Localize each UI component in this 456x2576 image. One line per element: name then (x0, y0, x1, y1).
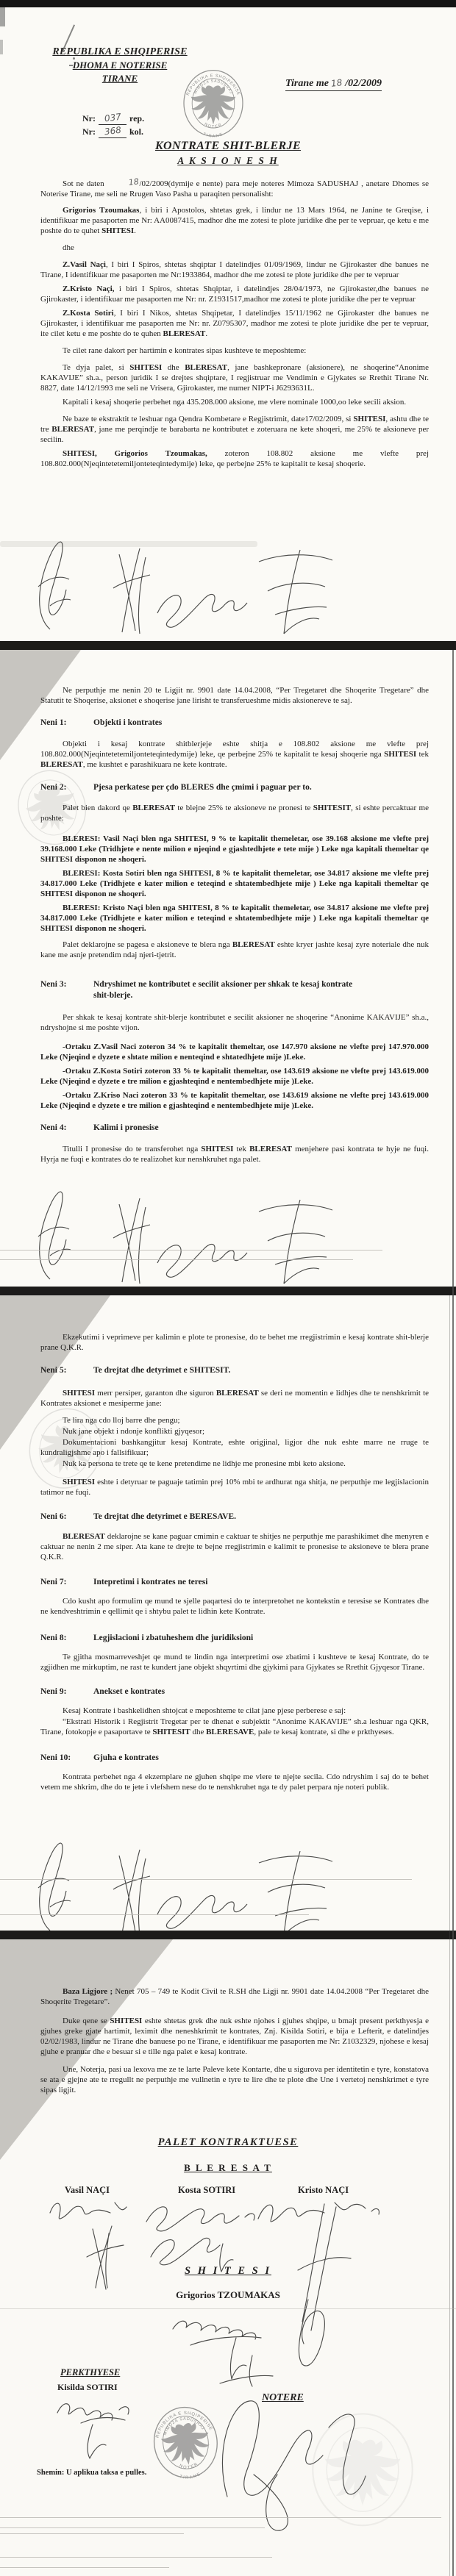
paragraph-translator: Duke qene se SHITESI eshte shtetas grek dhe nuk eshte njohes i gjuhes shqipe, u bmajt present perkthyesja e gjuhes greke gjate hartimit, leximit dhe neneshkrimit te kontrates, Znj. Kisilda Sotiri, e bija e Lefterit, e datelindjes 02/02/1983, lindur ne Tirane dhe banuese po ne Tirane, e identifikuar me pasaporten me Nr: Z1032329, njohese e kesaj gjuhe e pranuar dhe e besuar si e tille nga palet e kesaj kontrate. (40, 2017, 429, 2056)
stamp-noter-text: NOTER (178, 2461, 200, 2471)
article-title: Kalimi i pronesise (93, 1123, 159, 1132)
buyer-name-kosta: Kosta SOTIRI (178, 2185, 236, 2195)
scan-streak (0, 2567, 169, 2568)
paragraph-buyer-kosta: Z.Kosta Sotiri, I biri I Nikos, shtetas Shqipetar, I datelindjes 15/11/1962 ne Gjirokaster dhe banues ne Gjirokaster, i identifikuar me pasaporten me Nr: nr. Z0795307, madhor me zotesi te plote juridike dhe per te vepruar, ite cilet ketu e me poshte do te quhen BLERESAT. (40, 309, 430, 338)
nr-kol-suffix: kol. (129, 126, 144, 137)
page-3-body (40, 1332, 429, 1796)
page-4 (0, 1939, 456, 2576)
article-title: Te drejtat dhe detyrimet e BERESAVE. (93, 1512, 237, 1521)
paragraph-intro-date: Sot ne daten 18/02/2009(dymije e nente) para meje noteres Mimoza SADUSHAJ , anetare Dhomes se Noterise Tirane, me seli ne Rrugen Vaso Pasha u paraqiten personalisht: (40, 176, 429, 198)
paragraph-disputes: Te gjitha mosmarreveshjet qe mund te lindin nga interpretimi ose zbatimi i kushteve te kesaj Kontrate, do te zgjidhen me mirkuptim, ne rast te kundert jane objekt shqyrtimi dhe gjykimi para Gjykates se Rrethit Gjyqesor Tirane. (40, 1653, 429, 1672)
authority-line-1: REPUBLIKA E SHQIPERISE (52, 46, 188, 57)
stamp-city-text: TIRANE (202, 132, 225, 139)
page-separator (0, 1287, 456, 1295)
scan-edge-line (449, 1295, 450, 2576)
heading-translator: PERKTHYESE (60, 2367, 121, 2378)
margin-note: Shemin: U aplikua taksa e pulles. (37, 2469, 147, 2477)
paragraph-partner-vasil: -Ortaku Z.Vasil Naci zoteron 34 % te kapitalit themeltar, ose 147.970 aksione ne vlefte prej 147.970.000 Leke (Njeqind e dyzete e shtate milion e nenteqind e shtatedhjete mije )Leke. (40, 1042, 429, 1062)
article-title: Intepretimi i kontrates ne teresi (93, 1578, 208, 1586)
paragraph-dhe: dhe (63, 243, 74, 252)
paragraph-partner-kosta: -Ortaku Z.Kosta Sotiri zoteron 33 % te kapitalit themeltar, ose 143.619 aksione ne vlefte prej 143.619.000 Leke (Njeqind e dyzete e tre milion e gjashteqind e nentembedhjete mije )Leke. (40, 1067, 429, 1086)
article-title: Objekti i kontrates (93, 718, 163, 727)
page-1-body (40, 176, 430, 473)
paragraph-extract-annex: “Ekstrati Historik i Regjistrit Tregetar per te dhenat e subjektit “Anonime KAKAVIJE” sh.a leshuar nga QKR, Tirane, fotokopje e pasaportave te SHITESIT dhe BLERESAVE, pale te kesaj kontrate, si dhe e prkthyeses. (40, 1717, 429, 1736)
article-number: Neni 8: (40, 1634, 67, 1642)
scan-streak (0, 1914, 309, 1915)
page-separator (0, 641, 456, 650)
paragraph-guarantee: SHITESI merr persiper, garanton dhe siguron BLERESAT se deri ne momentin e lidhjes dhe te nenshkrimit te Kontrates aksionet e mesiperme jane: (40, 1389, 430, 1408)
paragraph-object: Objekti i kesaj kontrate shitblerjeje eshte shitja e 108.802 aksione me vlefte prej 108.802.000(Njeqintetetemiljonteteqintedymije) leke, qe perbejne 25% te kapitalit te kesaj shoqerie nga SHITESI tek BLERESAT, me kushtet e parashikuara ne kete kontrate. (40, 740, 429, 769)
article-title: Te drejtat dhe detyrimet e SHITESIT. (93, 1366, 231, 1375)
scan-streak (0, 2527, 265, 2528)
article-number: Neni 9: (40, 1687, 67, 1696)
article-number: Neni 6: (40, 1512, 67, 1521)
registry-numbers (82, 112, 144, 138)
paragraph-buyer-kristo: Z.Kristo Naçi, i biri I Spiros, shtetas Shqiptar, i datelindjes 28/04/1973, ne Gjirokaster,dhe banues ne Gjirokaster, i identifikuar me pasaporten me Nr: nr. Z1931517,madhor me zotesi te plote juridike dhe per te vepruar (40, 285, 429, 304)
paragraph-partner-kristo: -Ortaku Z.Kriso Naci zoteron 33 % te kapitalit themeltar, ose 143.619 aksione ne vlefte prej 143.619.000 Leke (Njeqind e dyzete e tre milion e gjashteqind e nentembedhjete mije )Leke. (40, 1091, 429, 1110)
page-2-body (40, 685, 429, 1168)
condition-item: Nuk ka persona te trete qe te kene pretendime ne lidhje me pronesine mbi keto aksione. (63, 1459, 346, 1468)
article-heading-neni-8 (40, 1633, 429, 1644)
paragraph-law-reference: Ne perputhje me nenin 20 te Ligjit nr. 9901 date 14.04.2008, “Per Tregetaret dhe Shoqerite Tregetare” dhe Statutit te Shoqerise, aksionet e shoqerise jane lirisht te transferueshme midis aksionereve te saj. (40, 686, 429, 705)
paragraph-agreement-25: Palet bien dakord qe BLERESAT te blejne 25% te aksioneve ne pronesi te SHITESIT, si eshte percaktuar me poshte: (40, 804, 429, 823)
paragraph-agreement: Te cilet rane dakort per hartimin e kontrates sipas kushteve te meposhteme: (63, 346, 307, 355)
paragraph-interpretation: Cdo kusht apo formulim qe mund te sjelle paqartesi do te interpretohet ne kontekstin e teresise se Kontrates dhe ne kendveshtrimin e qellimit qe i shtybu palet te lidhin kete Kontrate. (40, 1597, 429, 1616)
heading-notary: NOTERE (262, 2392, 304, 2403)
nr-kol-value: 368 (99, 125, 127, 138)
article-heading-neni-6 (40, 1511, 429, 1523)
authority-line-3: TIRANE (101, 73, 138, 84)
stamp-ring-text: REPUBLIKA E SHQIPERISE (155, 2411, 213, 2439)
article-title: Gjuha e kontrates (93, 1753, 159, 1762)
date-rest: /02/2009 (345, 78, 382, 89)
article-number: Neni 4: (40, 1123, 67, 1132)
seller-name: Grigorios TZOUMAKAS (176, 2289, 280, 2300)
scan-streak (0, 1250, 382, 1251)
article-title: Ndryshimet ne kontributet e secilit aksioner per shkak te kesaj kontrate shit-blerje. (93, 980, 353, 1000)
page-4-body (40, 1986, 429, 2099)
article-heading-neni-3 (40, 979, 429, 1001)
scan-streak (0, 2308, 456, 2309)
stamp-city-text: TIRANE (179, 2472, 202, 2480)
signature-group-page-1 (28, 535, 344, 642)
article-number: Neni 10: (40, 1753, 71, 1762)
paragraph-language: Kontrata perbehet nga 4 ekzemplare ne gjuhen shqipe me vlere te njejte secila. Cdo ndryshim i saj do te behet vetem me shkrim, dhe do te jete i vlefshem nese do te nenshkruhet nga te dy palet perpara nje noteri publik. (40, 1772, 429, 1792)
article-heading-neni-2 (40, 782, 429, 793)
article-heading-neni-5 (40, 1365, 429, 1376)
article-number: Neni 1: (40, 718, 67, 727)
notary-stamp (146, 2400, 227, 2491)
article-number: Neni 7: (40, 1578, 67, 1586)
condition-item: Dokumentacioni bashkangjitur kesaj Kontrate, eshte origjinal, ligjor dhe nuk eshte marre ne rruge te kundraligjshme apo i fallsifikuar; (40, 1438, 429, 1457)
paragraph-buyer-share-vasil: BLERESI: Vasil Naçi blen nga SHITESI, 9 % te kapitalit themeletar, ose 39.168 aksione me vlefte prej 39.168.000 Leke (Tridhjete e nente milion e njeqind e gjashtedhjete e tete mije ) Leke nga kapitali themeltar qe SHITESI disponon ne shoqeri. (40, 834, 429, 864)
repertory-number-row (82, 112, 144, 125)
heading-seller: S H I T E S I (185, 2265, 271, 2277)
edge-mark (0, 40, 3, 54)
scan-streak (0, 2557, 272, 2558)
article-number: Neni 5: (40, 1366, 67, 1375)
paragraph-buyer-share-kosta: BLERESI: Kosta Sotiri blen nga SHITESI, 8 % te kapitalit themeletar, ose 34.817 aksione me vlefte prej 34.817.000 Leke (Tridhjete e kater milion e teteqind e shtatembedhjete mije ) Leke nga kapitali themeltar qe SHITESI disponon ne shoqeri. (40, 869, 429, 898)
paragraph-buyer-share-kristo: BLERESI: Kristo Naçi blen nga SHITESI, 8 % te kapitalit themeletar, ose 34.817 aksione me vlefte prej 34.817.000 Leke (Tridhjete e kater milion e teteqind e shtatembedhjete mije ) Leke nga kapitali themeltar qe SHITESI disponon ne shoqeri. (40, 904, 429, 933)
paragraph-notary-attestation: Une, Noterja, pasi ua lexova me ze te larte Paleve kete Kontarte, dhe u sigurova per identitetin e tyre, konstatova se ata e gjejne ate te rregullt ne perputhje me vullnetin e tyre te lire dhe te plote dhe Une i vertetoj nenshkrimet e tyre sipas ligjit. (40, 2065, 429, 2094)
svg-text:TIRANE (202, 132, 224, 139)
page-3 (0, 1295, 456, 1931)
contract-title: KONTRATE SHIT-BLERJE (154, 140, 302, 152)
eagle-icon (325, 2440, 401, 2505)
article-title: Legjislacioni i zbatuheshem dhe juridiksioni (93, 1634, 254, 1642)
paragraph-extract: Ne baze te ekstraktit te leshuar nga Qendra Kombetare e Regjistrimit, date17/02/2009, si SHITESI, ashtu dhe te tre BLERESAT, jane me perqindje te barabarta ne kontributet e zoteruara ne kete shoqeri, me 25% te aksioneve per secilin. (40, 415, 429, 444)
nr-rep-value: 037 (99, 112, 127, 125)
scan-streak (0, 2517, 441, 2518)
article-heading-neni-4 (40, 1123, 429, 1134)
page-2 (0, 650, 456, 1287)
heading-contracting-parties: PALET KONTRAKTUESE (157, 2136, 299, 2148)
contract-subtitle: A K S I O N E S H (177, 155, 279, 166)
nr-rep-suffix: rep. (129, 113, 145, 124)
stamp-ring-text: REPUBLIKA E SHQIPERISE (185, 74, 241, 96)
paragraph-legal-basis: Baza Ligjore ; Nenet 705 – 749 te Kodit Civil te R.SH dhe Ligji nr. 9901 date 14.04.2008 “Per Tregetaret dhe Shoqerite Tregetare”. (40, 1987, 429, 2006)
paragraph-annexes: Kesaj Kontrate i bashkelidhen shtojcat e meposhteme te cilat jane pjese perberese e saj: (63, 1706, 346, 1715)
paragraph-changes: Per shkak te kesaj kontrate shit-blerje kontributet e secilit aksioner ne shoqerine “Anonime KAKAVIJE” sh.a., ndryshojne si me poshte vijon. (40, 1013, 429, 1032)
stamp-noter-text: NOTER (203, 122, 224, 130)
svg-text:TIRANE (178, 2472, 202, 2482)
nr-label: Nr: (82, 113, 96, 124)
article-number: Neni 3: (40, 980, 67, 989)
paragraph-transfer-title: Titulli I pronesise do te transferohet nga SHITESI tek BLERESAT menjehere pasi kontrata te hyje ne fuqi. Hyrja ne fuqi e kontrates do te realizohet kur nenshkruhet nga palet. (40, 1145, 429, 1164)
heading-buyers: B L E R E S A T (184, 2162, 272, 2173)
translator-name: Kisilda SOTIRI (57, 2382, 118, 2392)
article-number: Neni 2: (40, 783, 67, 792)
scan-top-bar (0, 0, 456, 7)
article-heading-neni-7 (40, 1577, 429, 1588)
page-separator (0, 1931, 456, 1939)
article-title: Anekset e kontrates (93, 1687, 165, 1696)
authority-line-2: DHOMA E NOTERISE (72, 60, 168, 71)
paragraph-payment: Palet deklarojne se pagesa e aksioneve te blera nga BLERESAT eshte kryer jashte kesaj zyre noteriale dhe nuk kane me asnje pretendim ndaj njeri-tjetrit. (40, 940, 429, 959)
scan-edge-line (452, 650, 454, 2576)
paragraph-capital: Kapitali i kesaj shoqerie perbehet nga 435.208.000 aksione, me vlere nominale 1000,oo leke secili aksion. (63, 398, 407, 407)
date-prefix: Tirane me (285, 78, 329, 89)
paragraph-company: Te dyja palet, si SHITESI dhe BLERESAT, jane bashkepronare (aksionere), ne shoqerine“Anonime KAKAVIJE” sh.a., person juridik I se drejtes shqiptare, I regjistruar me Vendimin e Gjykates se Rrethit Tirane Nr. 8827, date 14/12/1993 me seli ne Vrisera, Gjirokaster, me numer NIPT-i J6293631L. (40, 363, 429, 393)
notary-stamp (181, 68, 246, 145)
page-1 (0, 7, 456, 641)
edge-mark (0, 7, 5, 26)
date-line (285, 78, 382, 91)
scan-streak (0, 1259, 353, 1260)
stamp-name-text: MIMOZA SADUSHAJ (193, 79, 234, 96)
notary-stamp-faint (307, 2410, 418, 2537)
nr-label: Nr: (82, 126, 96, 137)
article-heading-neni-1 (40, 718, 429, 729)
scan-streak (0, 1879, 412, 1880)
paragraph-buyer-vasil: Z.Vasil Naçi, I biri I Spiros, shtetas shqiptar I datelindjes 01/09/1969, lindur ne Gjirokaster dhe banues ne Tirane, I identifikuar me pasaporten me Nr:1933864, madhor dhe me zotesi te plote juridike dhe per te vepruar (40, 260, 429, 279)
buyer-name-vasil: Vasil NAÇI (65, 2185, 110, 2195)
article-title: Pjesa perkatese per çdo BLERES dhe çmimi i paguar per to. (93, 783, 312, 792)
paragraph-tax: SHITESI eshte i detyruar te paguaje tatimin prej 10% mbi te ardhurat nga shitja, ne perputhje me legjislacionin tatimor ne fuqi. (40, 1478, 429, 1497)
paragraph-execution: Ekzekutimi i veprimeve per kalimin e plote te pronesise, do te behet me rregjistrimin e kesaj kontrate shit-blerje prane Q.K.R. (40, 1333, 429, 1352)
buyer-name-kristo: Kristo NAÇI (298, 2185, 349, 2195)
date-day-handwritten: 18 (330, 77, 343, 89)
paragraph-buyers-declare: BLERESAT deklarojne se kane paguar cmimin e caktuar te shitjes ne perputhje me parashikimet dhe menyren e caktuar ne nenin 2 me siper. Ata kane te drejte te bejne rregjistrimin e kalimit te pronesise te aksioneve te blera prane Q.K.R. (40, 1532, 429, 1561)
signature-group-page-3 (28, 1836, 344, 1943)
collection-number-row (82, 125, 144, 138)
signature-group-page-2 (28, 1185, 344, 1292)
paragraph-seller-shares: SHITESI, Grigorios Tzoumakas, zoteron 108.802 aksione me vlefte prej 108.802.000(Njeqintetetemiljonteteqintedymije) leke, qe perbejne 25% te kapitalit te kesaj shoqerie. (40, 449, 429, 468)
condition-item: Nuk jane objekt i ndonje konflikti gjyqesor; (63, 1427, 205, 1436)
signature-vasil-naci (44, 2192, 147, 2295)
paragraph-seller-identity: Grigorios Tzoumakas, i biri i Apostolos, shtetas grek, i lindur ne 13 Mars 1964, ne Janine te Greqise, i identifikuar me pasaporten me Nr: AA0087415, madhor dhe me zotesi te plote juridike dhe per te vepruar, qe ketu e me poshte do te quhet SHITESI. (40, 206, 429, 235)
contract-title-block (0, 140, 456, 167)
signature-tzoumakas (165, 2304, 313, 2392)
article-heading-neni-9 (40, 1686, 429, 1697)
stamp-name-text: MIMOZA SADUSHAJ (163, 2416, 205, 2436)
condition-item: Te lira nga cdo lloj barre dhe pengu; (63, 1416, 180, 1425)
article-heading-neni-10 (40, 1753, 429, 1764)
scan-streak (0, 2533, 184, 2534)
letterhead (37, 46, 203, 85)
